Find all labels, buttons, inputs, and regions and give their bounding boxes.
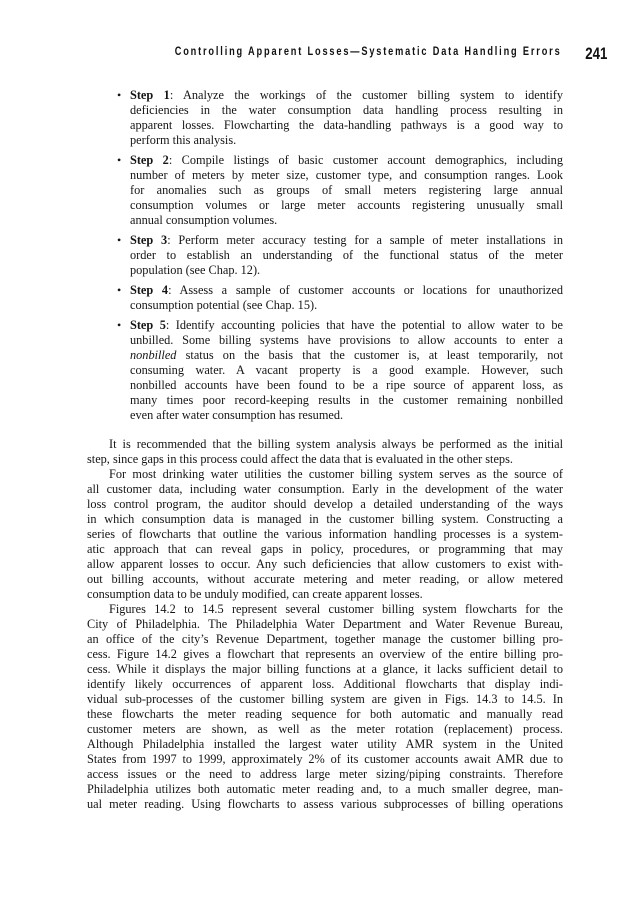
paragraph [87,467,563,602]
text-line [130,233,563,248]
text-line: even after water consumption has resumed. [130,408,344,422]
text-line: these flowcharts the meter reading sequence for both automatic and manually read [87,707,563,721]
text-line: access issues or the need to address large meter sizing/piping constraints. Therefore [87,767,563,781]
text-segment: : Perform meter accuracy testing for a sample of meter installations in [167,233,563,247]
step-item [117,233,563,278]
text-line: perform this analysis. [130,133,237,147]
text-line: atic approach that can reveal gaps in policy, procedures, or programming that may [87,542,563,556]
text-line: for anomalies such as groups of small meters registering large annual [130,183,563,197]
text-segment: : Assess a sample of customer accounts or locations for unauthorized [168,283,563,297]
text-line: consuming water. A vacant property is a good example. However, such [130,363,563,377]
step-label: Step 3 [130,233,168,247]
text-line: It is recommended that the billing system analysis always be performed as the initial [109,437,563,451]
text-line: consumption potential (see Chap. 15). [130,298,318,312]
text-line [130,153,563,168]
text-line: unbilled. Some billing systems have provisions to allow accounts to enter a [130,333,563,347]
text-line [130,283,563,298]
text-line: loss control program, the auditor should develop a detailed understanding of the ways [87,497,563,511]
step-list [117,88,563,428]
step-label: Step 2 [130,153,169,167]
text-line: Philadelphia utilizes both automatic meter reading and, to a much smaller degree, man- [87,782,563,796]
page-number: 241 [584,44,607,63]
text-segment: status on the basis that the customer is, at least temporarily, not [176,348,563,362]
text-line [130,88,563,103]
text-line: population (see Chap. 12). [130,263,261,277]
step-item [117,153,563,228]
text-line: consumption volumes or large meter accounts registering unusually small [130,198,563,212]
bullet-icon: • [117,153,122,167]
text-line: all customer data, including water consumption. Early in the development of the water [87,482,563,496]
text-line: out billing accounts, without accurate metering and meter reading, or allow metered [87,572,563,586]
text-line: step, since gaps in this process could affect the data that is evaluated in the other steps. [87,452,513,466]
text-line: Although Philadelphia installed the largest water utility AMR system in the United [87,737,563,751]
body-text [87,437,563,812]
text-line: in which consumption data is managed in the customer billing system. Constructing a [87,512,563,526]
text-line: States from 1997 to 1999, approximately 2% of its customer accounts await AMR due to [87,752,563,766]
text-line: Figures 14.2 to 14.5 represent several customer billing system flowcharts for the [109,602,563,616]
text-line: customer meters are shown, as well as the meter rotation (replacement) process. [87,722,563,736]
text-line: annual consumption volumes. [130,213,278,227]
step-item [117,88,563,148]
text-line: cess. Figure 14.2 gives a flowchart that represents an overview of the entire billing pro- [87,647,563,661]
text-segment: : Analyze the workings of the customer billing system to identify [169,88,563,102]
step-item [117,318,563,423]
running-header-title: Controlling Apparent Losses—Systematic Data Handling Errors [175,46,562,58]
text-line: For most drinking water utilities the customer billing system serves as the source of [109,467,563,481]
bullet-icon: • [117,318,122,332]
text-line: cess. While it displays the major billing functions at a glance, it lacks sufficient detail to [87,662,563,676]
text-line: nonbilled accounts have been found to be a ripe source of apparent loss, as [130,378,563,392]
text-segment: : Compile listings of basic customer account demographics, including [168,153,563,167]
text-line: consumption data to be unduly modified, can create apparent losses. [87,587,423,601]
paragraph [87,437,563,467]
text-line: allow apparent losses to occur. Any such deficiencies that allow customers to exist with- [87,557,563,571]
italic-term: nonbilled [130,348,177,362]
bullet-icon: • [117,88,122,102]
step-label: Step 5 [130,318,166,332]
text-line: order to establish an understanding of the functional status of the meter [130,248,563,262]
text-segment: : Identify accounting policies that have the potential to allow water to be [165,318,563,332]
text-line: identify likely occurrences of apparent loss. Additional flowcharts that display indi- [87,677,563,691]
text-line [130,318,563,333]
step-label: Step 1 [130,88,170,102]
step-label: Step 4 [130,283,169,297]
text-line: City of Philadelphia. The Philadelphia Water Department and Water Revenue Bureau, [87,617,563,631]
text-line: an office of the city’s Revenue Department, together manage the customer billing pro- [87,632,563,646]
text-line: apparent losses. Flowcharting the data-handling pathways is a good way to [130,118,563,132]
paragraph [87,602,563,812]
text-line: vidual sub-processes of the customer billing system are given in Figs. 14.3 to 14.5. In [87,692,563,706]
text-line [130,348,563,363]
step-item [117,283,563,313]
text-line: ual meter reading. Using flowcharts to assess various subprocesses of billing operations [87,797,563,811]
bullet-icon: • [117,233,122,247]
text-line: number of meters by meter size, customer type, and consumption ranges. Look [130,168,563,182]
bullet-icon: • [117,283,122,297]
text-line: deficiencies in the water consumption data handling process resulting in [130,103,563,117]
text-line: series of flowcharts that outline the various information handling processes is a system- [87,527,563,541]
text-line: many times poor record-keeping results in the customer remaining nonbilled [130,393,563,407]
